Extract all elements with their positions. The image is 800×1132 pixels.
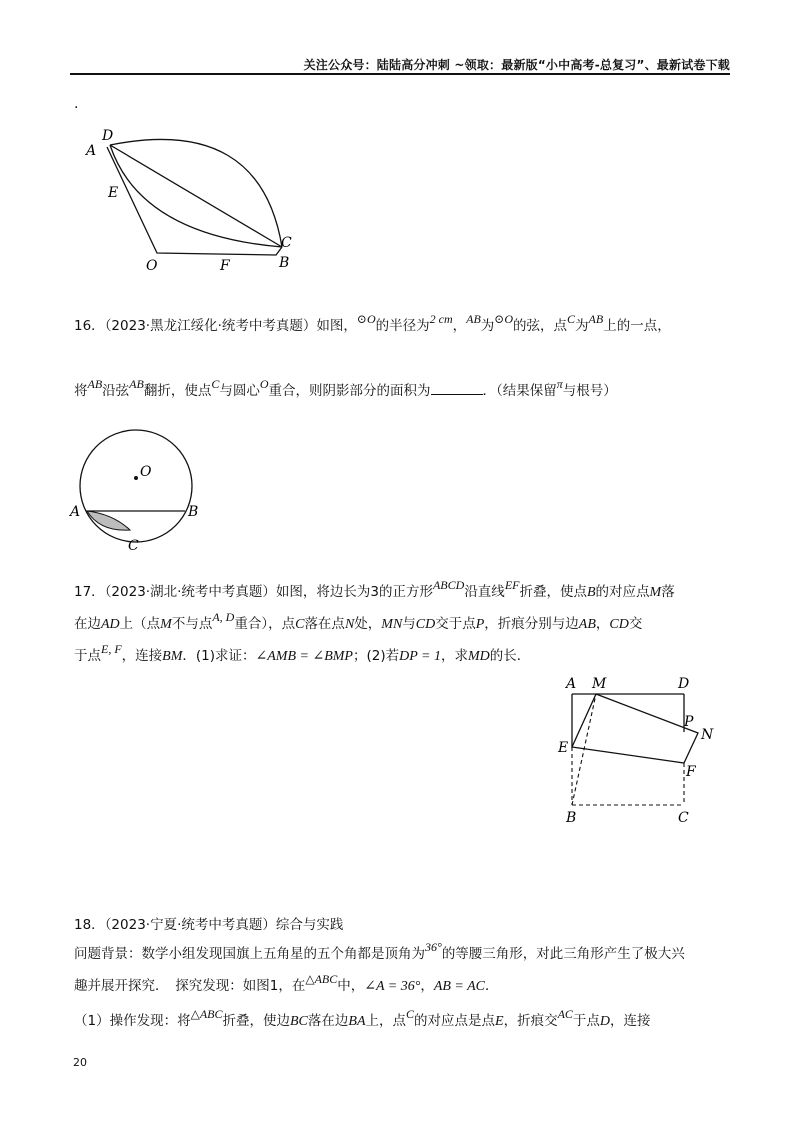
q17-text: ，求: [440, 648, 468, 664]
fig1-polygon: [107, 147, 282, 255]
q18-text: （1）操作发现：将: [74, 1013, 191, 1029]
q17-text: 重合），点: [234, 616, 296, 632]
q17-cd: CD: [415, 617, 436, 632]
page-header: 关注公众号：陆陆高分冲刺 ~领取：最新版“小中高考-总复习”、最新试卷下载: [303, 58, 730, 72]
q17-text: 于点: [74, 648, 101, 664]
q16-text: 为: [575, 318, 589, 334]
q18-text: 落在边: [307, 1013, 349, 1029]
q18-text: 的等腰三角形，对此三角形产生了极大兴: [441, 946, 685, 962]
q18-text: 的对应点是点: [414, 1013, 496, 1029]
q17-text: 落在点: [304, 616, 345, 632]
page-number: 20: [73, 1056, 87, 1069]
fig3-folded-quad: [572, 694, 698, 763]
q18-degree: 36°: [425, 940, 442, 954]
q17-m-2: M: [160, 617, 172, 632]
header-rule: [70, 73, 730, 75]
q17-a-d: A, D: [212, 610, 235, 624]
q17-line-3: [74, 642, 730, 668]
q17-text: ．(1)求证：: [182, 648, 256, 664]
q18-angle: ∠A = 36°: [364, 979, 421, 994]
fig2-label-A: A: [70, 504, 81, 520]
fig1-label-O: O: [146, 258, 158, 274]
q18-text: 问题背景：数学小组发现国旗上五角星的五个角都是顶角为: [74, 946, 425, 962]
figure-3-folded-square: [556, 670, 726, 830]
fig1-label-D: D: [102, 128, 114, 144]
q18-c: C: [406, 1007, 415, 1021]
q16-text: 沿弦: [102, 383, 130, 399]
q16-text: 为: [480, 318, 495, 334]
q17-ab: AB: [578, 617, 596, 632]
q17-text: 处，: [354, 616, 382, 632]
q18-bc: BC: [290, 1014, 308, 1029]
q16-ab-2: AB: [129, 377, 144, 391]
q18-ba: BA: [348, 1014, 366, 1029]
q16-text: ，: [452, 318, 467, 334]
fig1-label-E: E: [108, 185, 119, 201]
q18-text: 中，: [337, 978, 365, 994]
q17-number: 17．: [74, 584, 105, 600]
q16-text: 的半径为: [375, 318, 430, 334]
q17-b: B: [586, 585, 596, 600]
q17-text: 交: [628, 616, 643, 632]
q17-equation-2: DP = 1: [399, 649, 441, 664]
q18-source: （2023·宁夏·统考中考真题）综合与实践: [104, 917, 344, 933]
q18-ac: AC: [557, 1007, 573, 1021]
fig1-chord-dc: [110, 145, 282, 247]
q16-text: 与圆心: [219, 383, 260, 399]
q18-text: 上，点: [365, 1013, 406, 1029]
q17-text: ，折痕分别与边: [484, 616, 579, 632]
q17-line-2: [74, 610, 730, 636]
fig3-label-E: E: [558, 740, 569, 756]
fig3-label-B: B: [566, 810, 577, 826]
q17-mn: MN: [381, 617, 403, 632]
q17-cd-2: CD: [609, 617, 629, 632]
q18-number: 18．: [74, 917, 105, 933]
fig2-label-O: O: [140, 464, 152, 480]
q18-line-1: [74, 914, 730, 936]
q17-bm: BM: [162, 649, 183, 664]
fig3-label-C: C: [678, 810, 689, 826]
q17-text: 的长．: [489, 648, 531, 664]
q16-text: 上的一点，: [603, 318, 671, 334]
q16-source: （2023·黑龙江绥化·统考中考真题）如图，: [104, 318, 357, 334]
q16-line-2: [74, 377, 730, 402]
q18-line-4: [74, 1007, 730, 1033]
q16-ab: AB: [466, 312, 481, 326]
q18-text: ，: [420, 978, 434, 994]
fig3-label-M: M: [592, 676, 607, 692]
q18-e: E: [495, 1014, 504, 1029]
q16-text: 重合，则阴影部分的面积为: [268, 383, 431, 399]
q18-text: ，折痕交: [503, 1013, 558, 1029]
q17-ef: EF: [504, 578, 520, 592]
q16-o: O: [259, 377, 269, 391]
q17-text: 交于点: [435, 616, 476, 632]
q18-text: 于点: [572, 1013, 600, 1029]
q17-text: 沿直线: [464, 584, 505, 600]
q16-text: ．（结果保留: [482, 383, 557, 399]
fig3-label-P: P: [684, 714, 694, 730]
q17-c: C: [295, 617, 305, 632]
q16-number: 16．: [74, 318, 105, 334]
q18-text: 趣并展开探究． 探究发现：如图1，在: [74, 978, 306, 994]
q16-circle-o-2: ⊙O: [494, 312, 514, 326]
q17-p: P: [475, 617, 485, 632]
q16-text: 翻折，使点: [143, 383, 212, 399]
q18-d: D: [599, 1014, 611, 1029]
q16-text: 与根号）: [562, 383, 617, 399]
q18-line-3: [74, 972, 730, 998]
q16-arc-ab: AB: [588, 312, 604, 326]
q18-text: ．: [485, 978, 499, 994]
q18-triangle: △ABC: [305, 972, 338, 986]
q18-line-2: [74, 940, 730, 965]
q17-text: 的对应点: [595, 584, 650, 600]
q17-text: ；(2)若: [352, 648, 400, 664]
q17-source: （2023·湖北·统考中考真题）如图，将边长为3的正方形: [104, 584, 433, 600]
q17-md: MD: [467, 649, 490, 664]
fig3-label-N: N: [701, 727, 714, 743]
q17-text: 上（点: [119, 616, 161, 632]
q17-equation-1: ∠AMB = ∠BMP: [255, 649, 353, 664]
q17-m: M: [649, 585, 662, 600]
fig3-label-F: F: [686, 764, 696, 780]
fig2-label-C: C: [128, 538, 139, 554]
fig1-label-C: C: [281, 235, 292, 251]
q17-text: ，: [595, 616, 610, 632]
q16-pi: π: [556, 377, 563, 391]
q16-c: C: [567, 312, 576, 326]
fig1-label-B: B: [279, 255, 290, 271]
q16-circle-o: ⊙O: [356, 312, 376, 326]
q17-text: 在边: [74, 616, 101, 632]
q16-arc-ab-2: AB: [87, 377, 103, 391]
fig2-center-dot: [134, 476, 138, 480]
q17-text: ，连接: [121, 648, 163, 664]
q18-text: 折叠，使边: [222, 1013, 290, 1029]
fig1-label-F: F: [220, 258, 230, 274]
q17-ad: AD: [101, 617, 120, 632]
figure-1-lens: [80, 125, 310, 275]
q16-c-2: C: [211, 377, 220, 391]
q16-radius: 2 cm: [429, 312, 453, 326]
q17-text: 与: [402, 616, 416, 632]
q18-equation: AB = AC: [433, 979, 486, 994]
q17-n: N: [344, 617, 355, 632]
q18-triangle-2: △ABC: [190, 1007, 223, 1021]
q17-line-1: [74, 578, 730, 604]
q16-answer-blank[interactable]: [431, 381, 483, 395]
fig3-label-D: D: [678, 676, 690, 692]
fig1-label-A: A: [86, 143, 97, 159]
fig2-label-B: B: [188, 504, 199, 520]
q17-text: 不与点: [171, 616, 213, 632]
q17-abcd: ABCD: [432, 578, 465, 592]
q17-text: 折叠，使点: [519, 584, 587, 600]
fig2-shaded-region: [87, 511, 130, 530]
fig2-circle: [80, 430, 192, 542]
q16-line-1: [74, 312, 730, 337]
fig1-upper-arc: [110, 139, 282, 247]
leading-dot: .: [74, 96, 79, 112]
q16-text: 的弦，点: [513, 318, 568, 334]
q16-text: 将: [74, 383, 88, 399]
q17-text: 落: [661, 584, 675, 600]
q17-e-f: E, F: [101, 642, 122, 656]
figure-2-circle: [68, 424, 218, 556]
fig3-label-A: A: [566, 676, 577, 692]
q18-text: ，连接: [610, 1013, 651, 1029]
